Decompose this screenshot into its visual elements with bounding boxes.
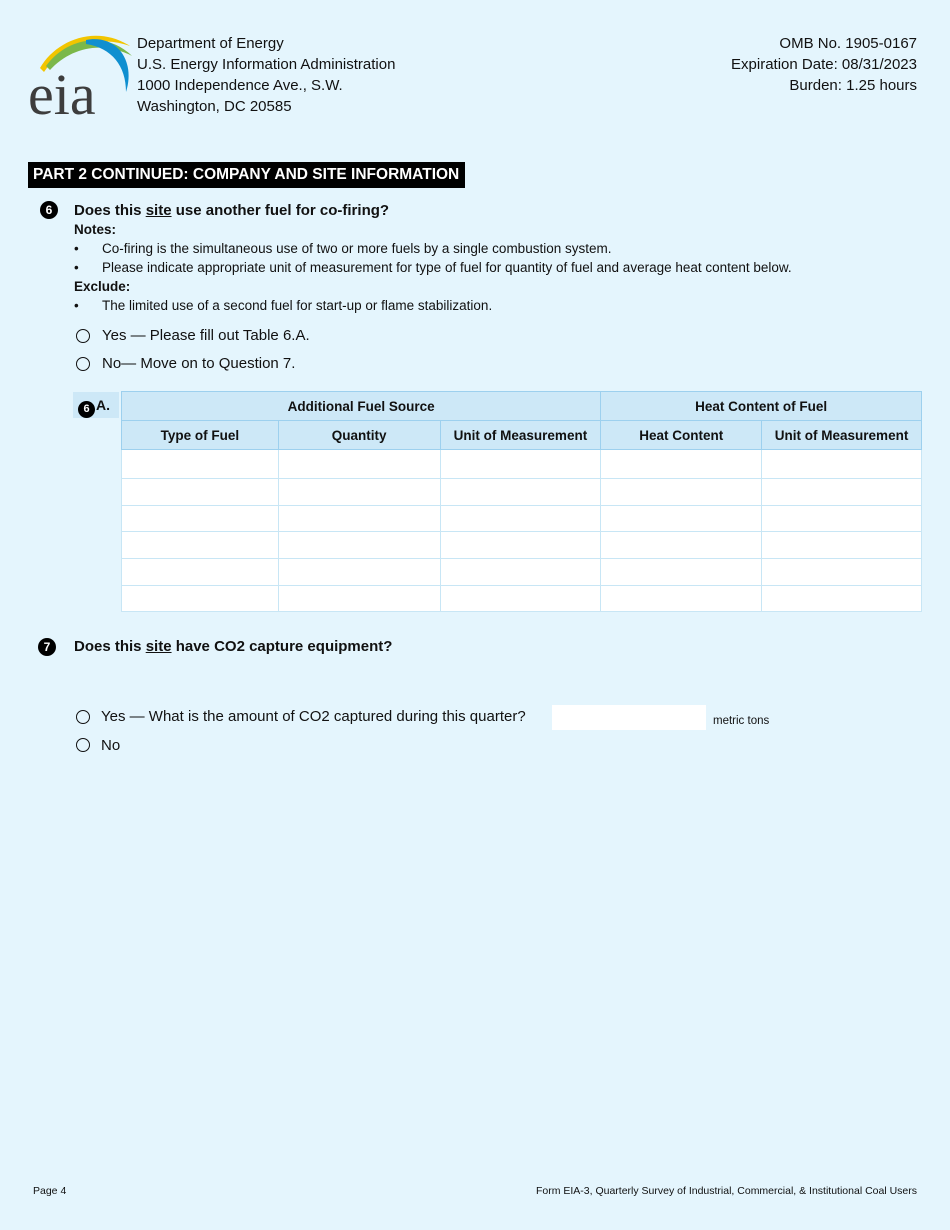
agency-line: Department of Energy	[137, 35, 284, 52]
group-header-additional-fuel-source: Additional Fuel Source	[122, 392, 601, 421]
table-cell-input[interactable]	[762, 559, 922, 586]
table-row	[122, 450, 922, 479]
site-underline: site	[145, 638, 172, 655]
q7-yes-label: Yes — What is the amount of CO2 captured during this quarter?	[101, 708, 526, 725]
q7-no-label: No	[101, 737, 121, 754]
bullet-icon: •	[74, 260, 79, 275]
table-cell-input[interactable]	[440, 585, 601, 612]
table-cell-input[interactable]	[762, 585, 922, 612]
question-7-number-badge: 7	[38, 638, 56, 656]
table-cell-input[interactable]	[278, 532, 440, 559]
agency-line: U.S. Energy Information Administration	[137, 56, 396, 73]
logo-wordmark: eia	[28, 62, 96, 118]
table-cell-input[interactable]	[762, 450, 922, 479]
table-row	[122, 505, 922, 532]
table-cell-input[interactable]	[122, 479, 279, 506]
exclude-label: Exclude:	[74, 279, 131, 294]
table-6a	[121, 391, 922, 612]
table-row	[122, 559, 922, 586]
q6-no-radio[interactable]	[76, 357, 90, 371]
bullet-icon: •	[74, 298, 79, 313]
note-item: Co-firing is the simultaneous use of two or more fuels by a single combustion system.	[102, 241, 612, 256]
notes-label: Notes:	[74, 222, 117, 237]
column-header-heat-unit-of-measurement: Unit of Measurement	[762, 421, 922, 450]
group-header-heat-content: Heat Content of Fuel	[601, 392, 922, 421]
site-underline: site	[145, 202, 172, 219]
part-title-banner: PART 2 CONTINUED: COMPANY AND SITE INFORMATION	[28, 162, 465, 188]
q6-no-label: No— Move on to Question 7.	[102, 355, 296, 372]
table-cell-input[interactable]	[278, 559, 440, 586]
column-header-unit-of-measurement: Unit of Measurement	[440, 421, 601, 450]
q6-yes-label: Yes — Please fill out Table 6.A.	[102, 327, 310, 344]
agency-address	[137, 33, 395, 117]
bullet-icon: •	[74, 241, 79, 256]
table-cell-input[interactable]	[122, 505, 279, 532]
table-cell-input[interactable]	[601, 585, 762, 612]
table-column-header-row	[122, 421, 922, 450]
table-row	[122, 479, 922, 506]
table-cell-input[interactable]	[762, 532, 922, 559]
expiration-date: Expiration Date: 08/31/2023	[731, 56, 917, 73]
table-cell-input[interactable]	[122, 450, 279, 479]
table-group-header-row	[122, 392, 922, 421]
q6-yes-radio[interactable]	[76, 329, 90, 343]
column-header-quantity: Quantity	[278, 421, 440, 450]
omb-info	[731, 33, 917, 96]
table-cell-input[interactable]	[762, 505, 922, 532]
table-6a-number-badge: 6	[78, 401, 95, 418]
table-cell-input[interactable]	[278, 479, 440, 506]
table-cell-input[interactable]	[601, 450, 762, 479]
eia-logo	[26, 26, 136, 118]
question-6-text: Does this site use another fuel for co-firing?	[74, 202, 390, 219]
q7-yes-radio[interactable]	[76, 710, 90, 724]
q7-no-radio[interactable]	[76, 738, 90, 752]
table-cell-input[interactable]	[601, 532, 762, 559]
table-cell-input[interactable]	[278, 450, 440, 479]
co2-unit-label: metric tons	[713, 715, 770, 727]
exclude-item: The limited use of a second fuel for start-up or flame stabilization.	[102, 298, 493, 313]
note-item: Please indicate appropriate unit of measurement for type of fuel for quantity of fuel and average heat content below.	[102, 260, 792, 275]
agency-line: Washington, DC 20585	[137, 98, 292, 115]
table-cell-input[interactable]	[762, 479, 922, 506]
table-cell-input[interactable]	[440, 505, 601, 532]
table-cell-input[interactable]	[440, 559, 601, 586]
table-cell-input[interactable]	[122, 585, 279, 612]
table-cell-input[interactable]	[440, 532, 601, 559]
table-cell-input[interactable]	[122, 532, 279, 559]
column-header-heat-content: Heat Content	[601, 421, 762, 450]
table-6a-label: 6 A.	[73, 392, 119, 418]
table-cell-input[interactable]	[601, 479, 762, 506]
page-number: Page 4	[33, 1185, 67, 1197]
table-row	[122, 585, 922, 612]
table-cell-input[interactable]	[278, 505, 440, 532]
form-title: Form EIA-3, Quarterly Survey of Industrial, Commercial, & Institutional Coal Users	[535, 1185, 917, 1197]
co2-captured-input[interactable]	[552, 705, 706, 730]
burden: Burden: 1.25 hours	[789, 77, 917, 94]
column-header-type-of-fuel: Type of Fuel	[122, 421, 279, 450]
table-cell-input[interactable]	[601, 505, 762, 532]
table-row	[122, 532, 922, 559]
table-cell-input[interactable]	[122, 559, 279, 586]
table-cell-input[interactable]	[440, 450, 601, 479]
table-cell-input[interactable]	[278, 585, 440, 612]
agency-line: 1000 Independence Ave., S.W.	[137, 77, 343, 94]
question-6-number-badge: 6	[40, 201, 58, 219]
table-cell-input[interactable]	[440, 479, 601, 506]
table-cell-input[interactable]	[601, 559, 762, 586]
omb-number: OMB No. 1905-0167	[779, 35, 917, 52]
question-7-text: Does this site have CO2 capture equipment?	[74, 638, 393, 655]
